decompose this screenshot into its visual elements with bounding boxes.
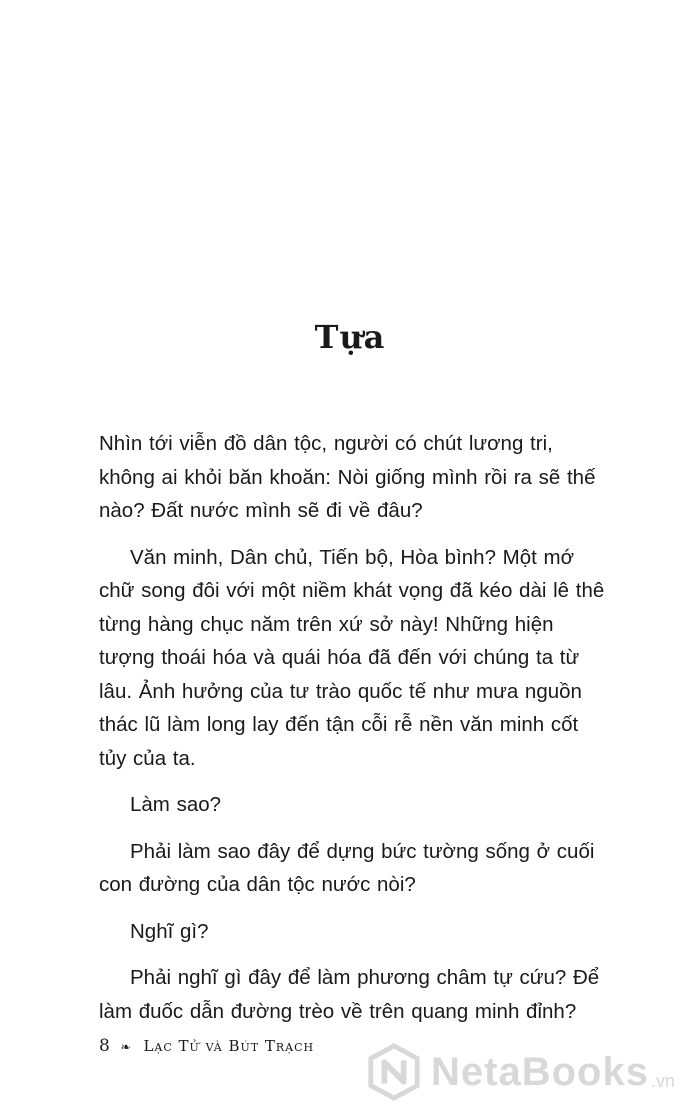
page-number: 8 [99,1036,110,1056]
page-title: Tựa [314,318,386,357]
paragraph-3: Làm sao? [130,793,222,816]
netabooks-logo-icon [365,1043,423,1101]
paragraph-1: Nhìn tới viễn đồ dân tộc, người có chút lương tri, không ai khỏi băn khoăn: Nòi giống mình rồi ra sẽ thế nào? Đất nước mình sẽ đi về đâu? [99,432,596,522]
ornament-icon: ❧ [120,1040,131,1054]
footer-book-title: Lạc Tử và Bút Trạch [143,1037,315,1055]
body-text [99,427,609,1028]
paragraph-2: Văn minh, Dân chủ, Tiến bộ, Hòa bình? Một mớ chữ song đôi với một niềm khát vọng đã kéo dài lê thê từng hàng chục năm trên xứ sở này! Những hiện tượng thoái hóa và quái hóa đã đến với chúng ta từ lâu. Ảnh hưởng của tư trào quốc tế như mưa nguồn thác lũ làm long lay đến tận cỗi rễ nền văn minh cốt tủy của ta. [99,545,605,770]
watermark [365,1032,675,1112]
paragraph-5: Nghĩ gì? [130,919,209,943]
paragraph-6: Phải nghĩ gì đây để làm phương châm tự cứu? Để làm đuốc dẫn đường trèo về trên quang minh đỉnh? [99,966,600,1023]
page-footer [99,1036,314,1056]
watermark-domain: .vn [650,1071,675,1091]
paragraph-4: Phải làm sao đây để dựng bức tường sống ở cuối con đường của dân tộc nước nòi? [99,839,595,896]
watermark-brand: NetaBooks [431,1049,649,1094]
